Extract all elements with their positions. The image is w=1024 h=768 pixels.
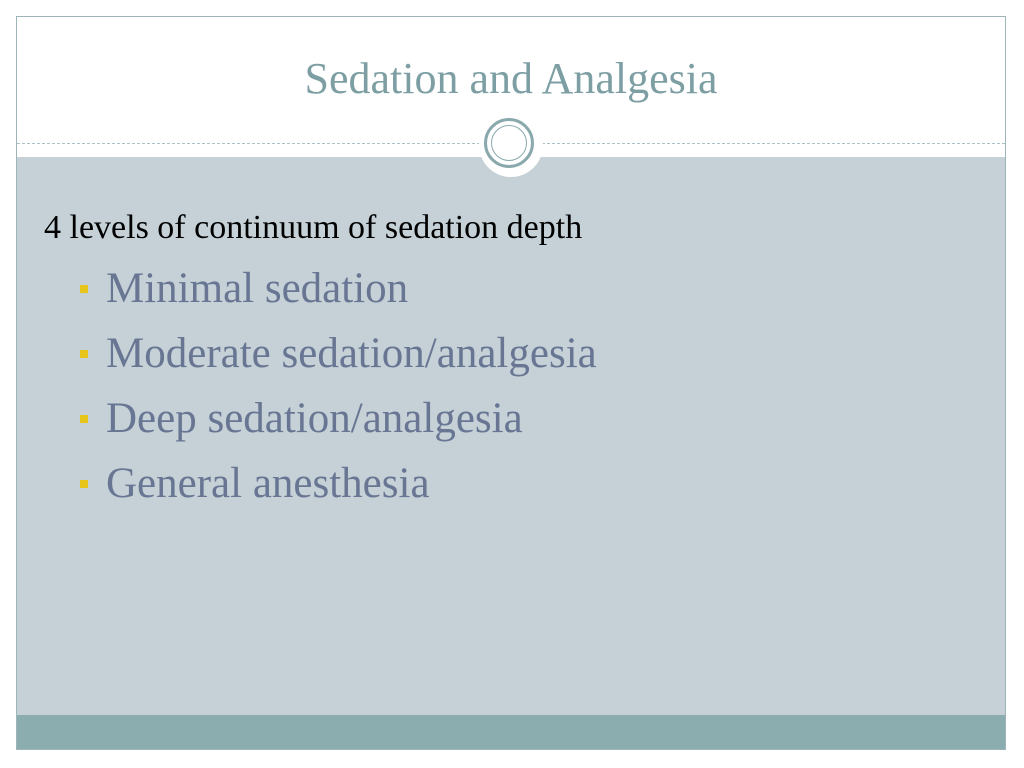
square-bullet-icon — [80, 480, 88, 488]
square-bullet-icon — [80, 285, 88, 293]
footer-bar — [17, 715, 1005, 749]
divider-ring-icon — [479, 113, 543, 177]
square-bullet-icon — [80, 415, 88, 423]
bullet-text: Moderate sedation/analgesia — [106, 330, 597, 377]
slide-frame — [16, 16, 1006, 750]
slide-title: Sedation and Analgesia — [304, 54, 718, 103]
bullet-text: General anesthesia — [106, 460, 430, 507]
square-bullet-icon — [80, 350, 88, 358]
bullet-text: Minimal sedation — [106, 265, 409, 312]
bullet-text: Deep sedation/analgesia — [106, 395, 523, 442]
intro-text: 4 levels of continuum of sedation depth — [44, 209, 583, 246]
